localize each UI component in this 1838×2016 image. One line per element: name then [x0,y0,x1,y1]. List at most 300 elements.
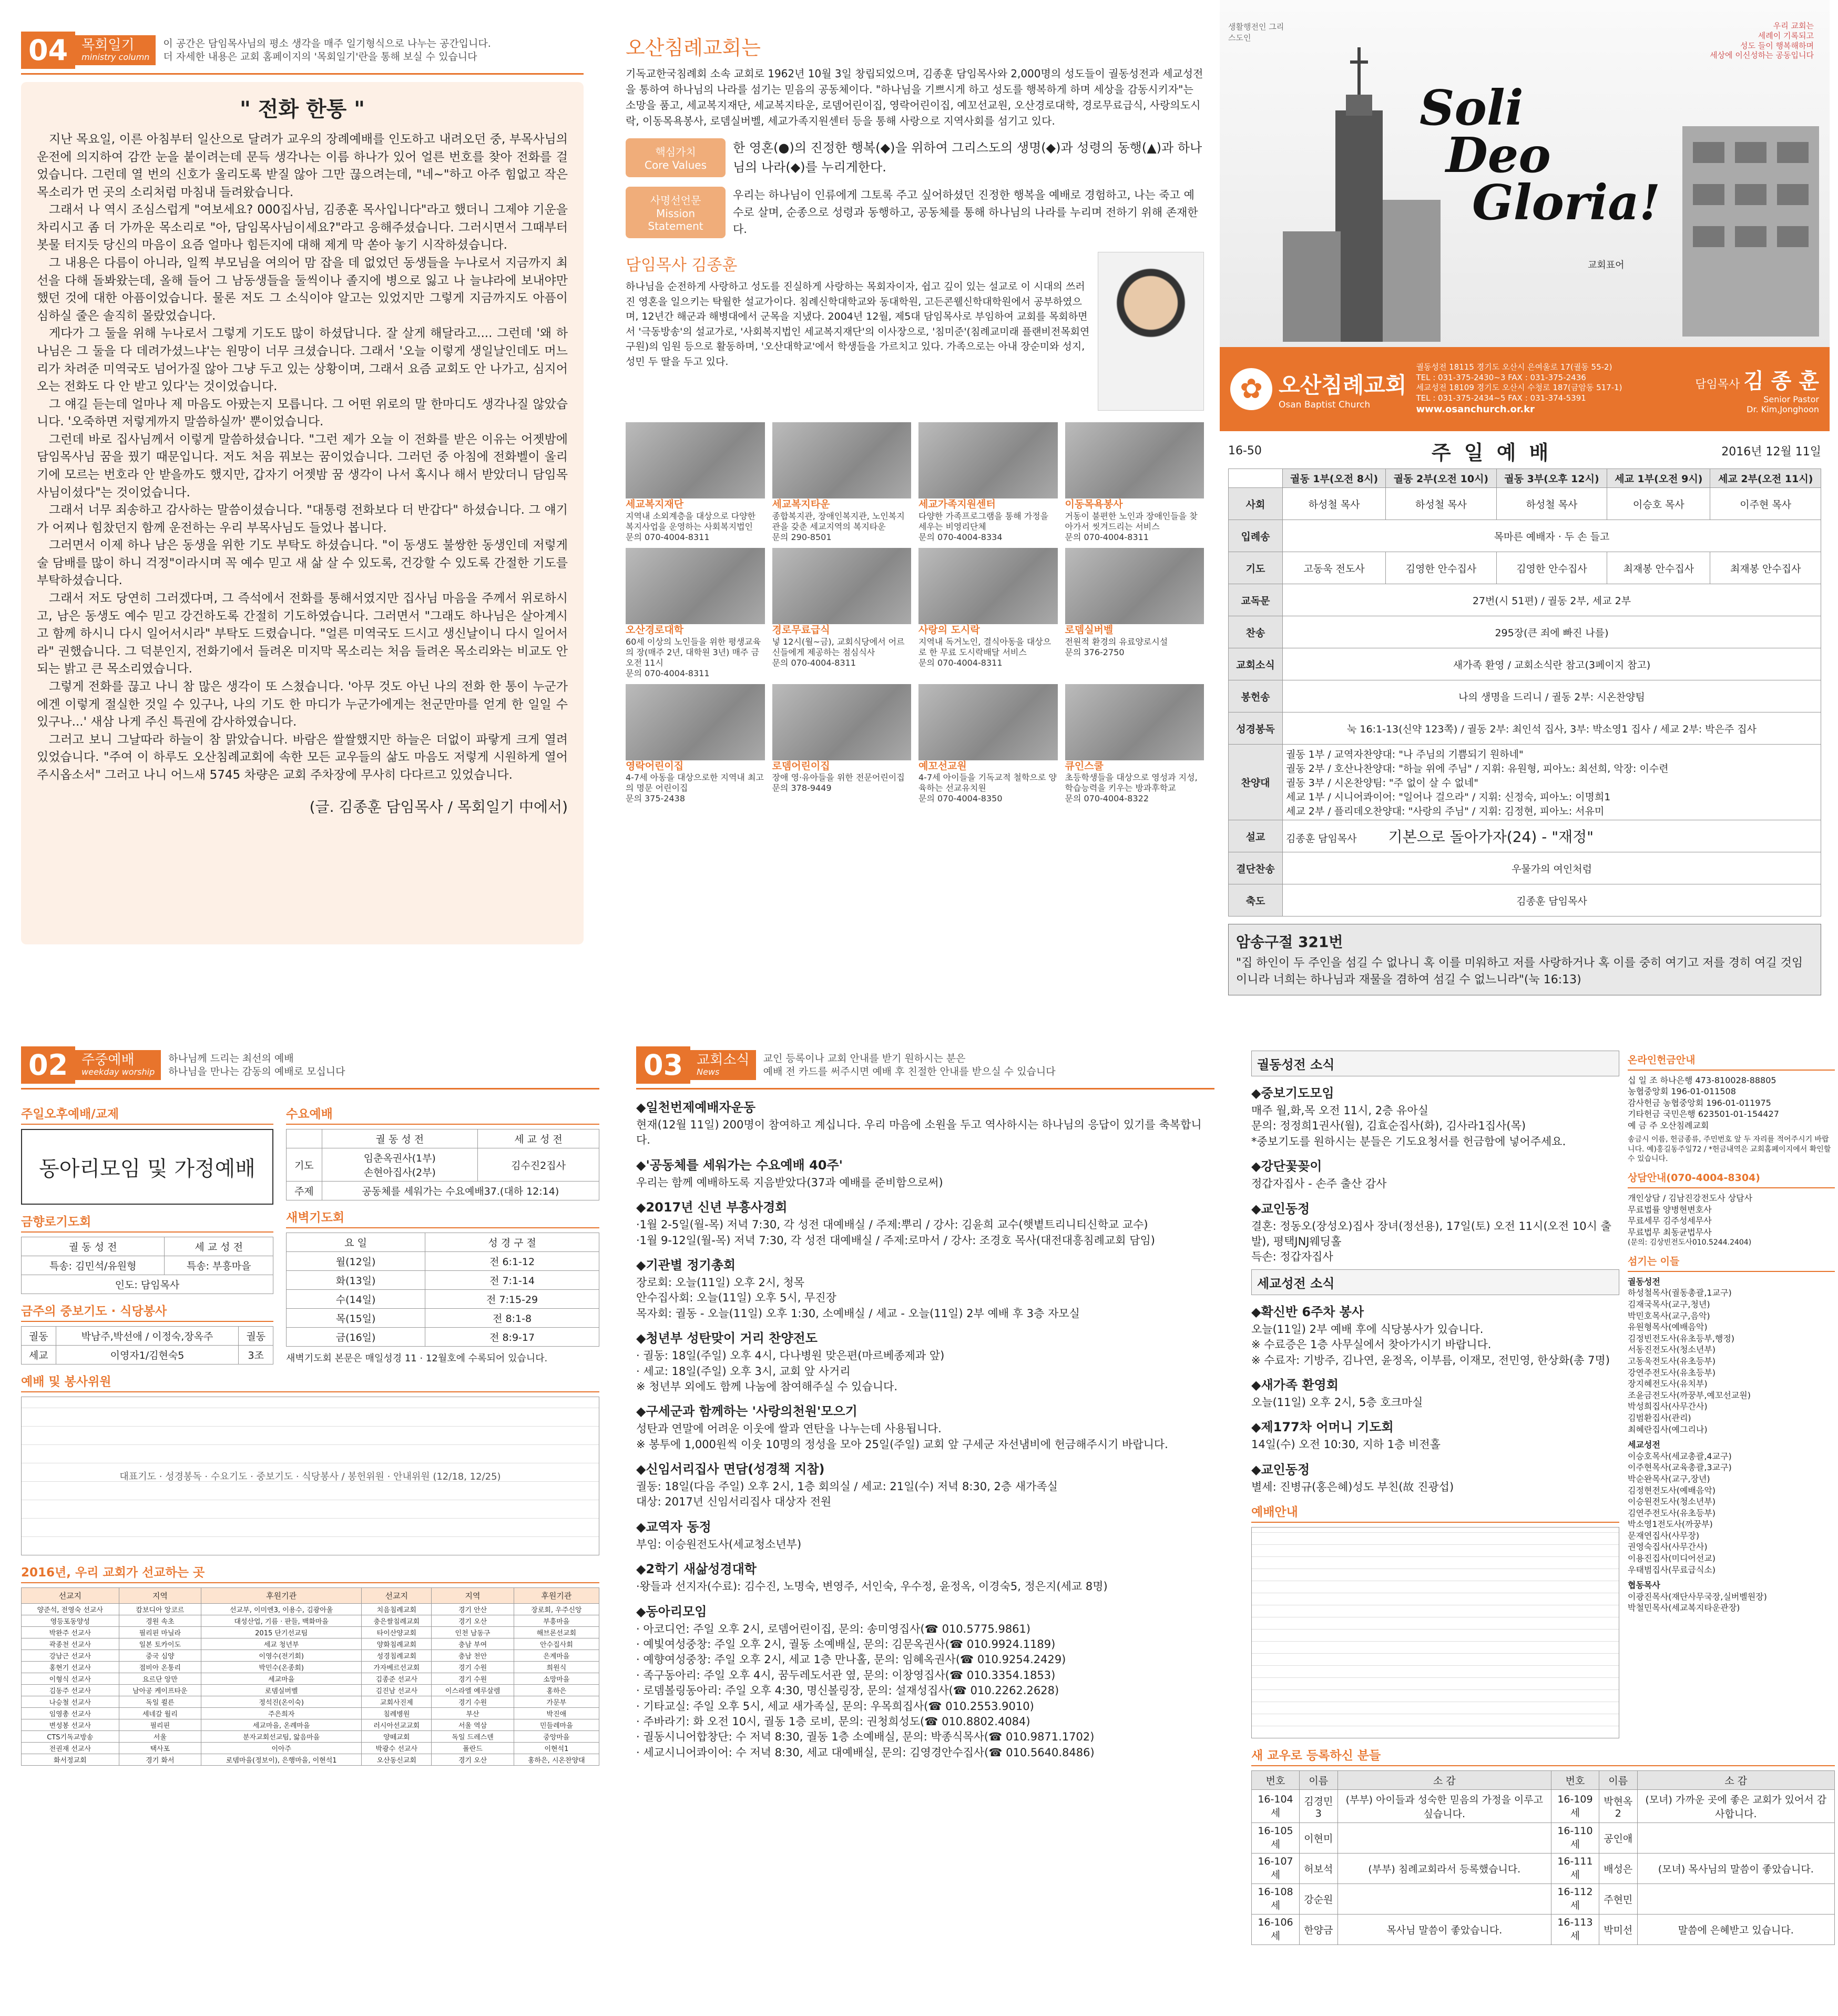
column-box [21,82,584,944]
news-body: 성탄과 연말에 어려운 이웃에 쌀과 연탄을 나누는데 사용됩니다. ※ 봉투에 1,000원씩 이웃 10명의 정성을 모아 25일(주일) 교회 앞 구세군 자선냄비에 헌금해주시기 바랍니다. [636,1422,1168,1451]
ministry-name: 로뎀실버벨 [1065,624,1114,636]
table-row [22,1627,599,1638]
news-heading: ◆구세군과 함께하는 '사랑의천원'모으기 [636,1404,857,1419]
bulletin-date: 2016년 12월 11일 [1721,445,1821,459]
table-cell: 이형식 선교사 [22,1673,119,1685]
table-row [1229,552,1821,584]
list-item: 이주현목사(교육총괄,3교구) [1628,1462,1732,1473]
church-url: www.osanchurch.or.kr [1416,404,1535,415]
ministry-card [626,422,765,543]
service-header: 궐동 3부(오후 12시) [1496,469,1607,488]
table-header: 요 일 [287,1233,425,1252]
ministry-name: 사랑의 도시락 [918,624,980,636]
table-cell: 세교 청년부 [201,1638,362,1650]
church-name-block [1279,368,1406,410]
table-cell: 특송: 김민석/유원형 [22,1256,165,1275]
table-cell: 말씀에 은혜받고 있습니다. [1637,1915,1834,1945]
table-cell: 공인애 [1599,1823,1637,1854]
motto-line: Gloria! [1472,174,1661,231]
ministry-photo [918,684,1058,760]
table-row [22,1346,273,1365]
consult-list [1628,1193,1835,1238]
table-header: 세 교 성 전 [478,1129,599,1148]
table-cell: 임영총 선교사 [22,1708,119,1719]
section-header [21,32,584,75]
friday-prayer-label: 금향로기도회 [21,1212,273,1233]
table-cell: 강순원 [1299,1884,1337,1915]
motto-caption: 교회표어 [1588,260,1625,271]
news-heading: ◆신임서리집사 면담(성경책 지참) [636,1462,825,1477]
table-header: 번호 [1252,1771,1300,1790]
page-number: 02 [21,1046,75,1084]
news-heading: ◆2017년 신년 부흥사경회 [636,1200,788,1215]
table-cell: 화서정교회 [22,1754,119,1766]
table-cell: 16-110세 [1551,1823,1599,1854]
table-cell: 2015 단기선교팀 [201,1627,362,1638]
table-cell: 전 8:9-17 [425,1328,599,1347]
ministry-card [918,684,1058,805]
table-row [1229,488,1821,520]
list-item: 십 일 조 하나은행 473-810028-88805 [1628,1075,1776,1085]
table-cell: 우물가의 여인처럼 [1283,852,1821,884]
list-item: 무료세무 김주성세무사 [1628,1216,1712,1226]
news-heading: ◆2학기 새삶성경대학 [636,1562,757,1577]
list-item: 김재국목사(교구,청년) [1628,1299,1710,1310]
section-title [690,1050,755,1080]
table-row [1229,616,1821,648]
bulletin-title-row [1220,431,1830,469]
segyo-news-list [1251,1301,1619,1495]
table-row [22,1638,599,1650]
column-paragraph: 지난 목요일, 이른 아침부터 일산으로 달려가 교우의 장례예배를 인도하고 내려오던 중, 부목사님의 운전에 의지하여 감깐 눈을 붙이려는데 문득 생각나는 이름 하나가 있어 얼른 번호를 찾아 전화를 걸었습니다. 그런데 열 번의 신호가 울리도록 받질 않아 그만 끊으려는데, "네~"하고 아주 힘없고 작은 목소리가 먼 곳의 소리처럼 마침내 들려왔습니다. [37,133,568,199]
table-cell: 새가족 환영 / 교회소식란 참고(3페이지 참고) [1283,648,1821,680]
table-row [1252,1823,1835,1854]
table-cell: 전 7:15-29 [425,1290,599,1309]
ministry-photo [772,548,912,624]
table-cell: 김동주 선교사 [22,1685,119,1696]
table-cell: 선교부, 이미엔3, 이용수, 김광아울 [201,1604,362,1615]
table-cell: 정석진(온이숙) [201,1696,362,1708]
pastor-block [1695,364,1819,414]
table-row [1252,1854,1835,1884]
table-header: 선교지 [362,1588,432,1604]
column-paragraph: 그 얘길 듣는데 얼마나 제 마음도 아팠는지 모릅니다. 그 어떤 위로의 말 한마디도 생각나질 않았습니다. '오죽하면 저렇게까지 말씀하실까' 뿐이었습니다. [37,397,568,429]
ministry-card [626,684,765,805]
table-row [1229,680,1821,712]
cover-note-line: 성도 들이 행복해하며 [1740,40,1814,50]
ministry-name: 세교복지타운 [772,498,830,511]
table-header: 소 감 [1637,1771,1834,1790]
table-cell: 16-106세 [1252,1915,1300,1945]
table-header: 선교지 [22,1588,119,1604]
list-item: 김정빈전도사(유초등부,행정) [1628,1333,1735,1343]
table-cell: 허보석 [1299,1854,1337,1884]
news-heading: ◆청년부 성탄맞이 거리 찬양전도 [636,1331,818,1346]
table-cell: 경기 오산 [432,1754,514,1766]
memory-verse-box [1228,924,1821,995]
table-cell: 박완주 선교사 [22,1627,119,1638]
table-cell: 분자교회선교팀, 앓음마을 [201,1731,362,1743]
pastor-intro [626,252,1204,411]
section-desc [168,1052,345,1078]
table-cell: 택사포 [119,1743,201,1754]
section-title [75,1050,161,1080]
table-row [22,1743,599,1754]
segyo-staff-title: 세교성전 [1628,1440,1660,1450]
column-title: " 전화 한통 " [239,97,365,121]
table-cell: 침례병원 [362,1708,432,1719]
list-item: 우태범집사(무료급식소) [1628,1564,1716,1575]
table-cell: 이영자1/김현숙5 [56,1346,239,1365]
table-cell: 경기 수원 [432,1696,514,1708]
news-body: 별세: 진병규(홍은혜)성도 부친(故 진광섭) [1251,1480,1454,1493]
table-cell: 고동욱 전도사 [1283,552,1386,584]
ministry-phone: 문의 070-4004-8311 [626,668,710,678]
table-cell: 박민수(온종회) [201,1662,362,1673]
mission-statement [626,187,1204,238]
column-paragraph: 그러고 보니 그날따라 하늘이 참 맑았습니다. 바람은 쌀쌀했지만 하늘은 더없이 파랗게 크게 열려 있었습니다. "주여 이 하루도 오산침례교회에 속한 모든 교우들의 삶도 마음도 저렇게 시원하게 열어주시옵소서" 그러고 나니 어느새 5745 차량은 교회 주차장에 무사히 다다르고 있었습니다. [37,732,568,782]
cover-note [1710,21,1814,60]
table-cell: 이현미 [1299,1823,1337,1854]
table-row [22,1696,599,1708]
table-cell: 16-105세 [1252,1823,1300,1854]
ministry-phone: 문의 290-8501 [772,532,832,542]
ministry-desc: 지역내 소외계층을 대상으로 다양한 복지사업을 운영하는 사회복지법인 [626,511,756,532]
ministry-phone: 문의 070-4004-8334 [918,532,1003,542]
table-cell: 295장(큰 죄에 빠진 나를) [1283,616,1821,648]
list-item: 박철민목사(세교복지타운관장) [1628,1603,1740,1613]
table-cell: 27번(시 51편) / 궐동 2부, 세교 2부 [1283,584,1821,616]
ministry-desc: 장애 영·유아들을 위한 전문어린이집 [772,772,905,783]
news-list [636,1097,1214,1760]
service-header: 궐동 1부(오전 8시) [1283,469,1386,488]
table-cell: 곽종천 선교사 [22,1638,119,1650]
motto-line: Deo [1446,127,1551,184]
table-cell: 세교 [22,1346,56,1365]
table-header: 이름 [1599,1771,1637,1790]
ministry-photo [1065,684,1204,760]
table-cell: 배성은 [1599,1854,1637,1884]
service-label: 금주의 중보기도 · 식당봉사 [21,1301,273,1322]
row-label: 봉헌송 [1229,680,1283,712]
table-cell: 화(13일) [287,1271,425,1290]
ministry-phone: 문의 070-4004-8322 [1065,793,1149,804]
table-row [1252,1790,1835,1823]
ministry-name: 이동목욕봉사 [1065,498,1123,511]
pastor-photo [1098,252,1204,411]
row-label: 찬송 [1229,616,1283,648]
table-cell: 캄보디아 앙코르 [119,1604,201,1615]
table-cell: 공동체를 세워가는 수요예배37.(대하 12:14) [322,1182,599,1200]
table-cell: 목사님 말씀이 좋았습니다. [1337,1915,1551,1945]
table-cell: 하성철 목사 [1496,488,1607,520]
column-paragraph: 그렇게 전화를 끊고 나니 참 많은 생각이 또 스쳤습니다. '아무 것도 아닌 나의 전화 한 통이 누군가에겐 이렇게 절실한 것일 수 있구나, 나의 기도 한 마디가 누군가에게는 천군만마를 얻게 한 일일 수 있구나...' 새삼 나게 주신 특권에 감사하였습니다. [37,679,568,729]
table-row [1229,469,1821,488]
table-row [22,1685,599,1696]
table-header: 지역 [119,1588,201,1604]
list-item: 무료법무 최동균법무사 [1628,1227,1712,1237]
table-cell: 필리핀 [119,1719,201,1731]
table-cell: 박광수 선교사 [362,1743,432,1754]
table-cell [1337,1884,1551,1915]
table-header [1229,469,1283,488]
ministry-phone: 문의 070-4004-8350 [918,793,1003,804]
table-cell: 점비아 온통리 [119,1662,201,1673]
table-cell: 서울 [119,1731,201,1743]
ministry-desc: 전원적 환경의 유료양로시설 [1065,636,1168,647]
table-cell: 박현옥2 [1599,1790,1637,1823]
table-cell: 충남 부여 [432,1638,514,1650]
pastor-label: 담임목사 [1695,378,1740,391]
news-heading: ◆교인동정 [1251,1462,1310,1477]
ministry-desc: 넣 12시(월~금), 교회식당에서 어르신들에게 제공하는 점심식사 [772,636,905,657]
table-cell: 오산동신교회 [362,1754,432,1766]
table-cell: 독일 쾰른 [119,1696,201,1708]
ministry-desc: 종합복지관, 장애인복지관, 노인복지관을 갖춘 세교지역의 복지타운 [772,511,905,532]
cover-note-line: 우리 교회는 [1773,21,1814,30]
table-cell: 양준석, 전영숙 선교사 [22,1604,119,1615]
newcomers-title: 새 교우로 등록하신 분들 [1251,1746,1835,1766]
news-body: 결혼: 정동오(장성오)집사 장녀(정선용), 17일(토) 오전 11시(오전 10시 출발), 평택JNJ웨딩홀 득손: 정갑자집사 [1251,1219,1611,1264]
choir-line: 세교 1부 / 시니어콰이어: "일어나 걸으라" / 지휘: 신정숙, 피아노: 이명희1 [1286,791,1611,803]
table-cell: 주현민 [1599,1884,1637,1915]
table-cell: 가자베르선교회 [362,1662,432,1673]
online-offering-title: 온라인헌금안내 [1628,1054,1835,1071]
intro-title: 오산침례교회는 [626,36,761,59]
table-cell: 홍하은 [514,1685,599,1696]
news-heading: ◆확신반 6주차 봉사 [1251,1304,1364,1319]
church-contact [1416,362,1622,415]
list-item: 기타헌금 국민은행 623501-01-154427 [1628,1109,1779,1119]
table-row [287,1233,599,1252]
ministry-phone: 문의 376-2750 [1065,647,1125,657]
list-item: 이승호목사(세교총괄,4교구) [1628,1451,1732,1461]
table-cell: 이현석1 [514,1743,599,1754]
table-row [22,1719,599,1731]
address-line: 세교성전 18109 경기도 오산시 수청로 187(금암동 517-1) [1416,383,1622,393]
table-cell: 궐동 [22,1327,56,1346]
sunday-pm-label: 주일오후예배/교제 [21,1104,273,1125]
table-cell: 주은희자 [201,1708,362,1719]
table-cell: 세교마을 [201,1673,362,1685]
dawn-prayer-label: 새벽기도회 [286,1208,599,1228]
section-title-text: 목회일기 [81,37,135,54]
table-cell: 세교마을, 온례마을 [201,1719,362,1731]
church-banner [1220,347,1830,431]
table-row [22,1673,599,1685]
table-row [22,1604,599,1615]
list-item: 무료법률 양병현변호사 [1628,1204,1712,1215]
sermon-title: 기본으로 돌아가자(24) - "재정" [1388,828,1594,846]
ministry-column-page [21,32,584,983]
sermon-cell [1283,820,1821,852]
table-cell: 경기 수원 [432,1673,514,1685]
table-row [22,1615,599,1627]
ministry-name: 예꼬선교원 [918,760,967,772]
table-cell: 나승철 선교사 [22,1696,119,1708]
motto-line: Soli [1420,79,1524,136]
worship-guide-table [1251,1527,1619,1738]
list-item: 하성철목사(궐동총괄,1교구) [1628,1288,1732,1298]
table-cell: 요르단 앙만 [119,1673,201,1685]
table-cell: 로뎀마을(정보이), 은행마을, 이현석1 [201,1754,362,1766]
news-heading: ◆강단꽃꽂이 [1251,1159,1322,1174]
ministry-desc: 4-7세 아이들을 기독교적 철학으로 양육하는 선교유치원 [918,772,1057,793]
row-label: 교독문 [1229,584,1283,616]
table-cell: 16-107세 [1252,1854,1300,1884]
news-body: 오늘(11일) 2부 예배 후에 식당봉사가 있습니다. ※ 수료증은 1층 사무실에서 찾아가시기 바랍니다. ※ 수료자: 기방주, 김나연, 윤정옥, 이부름, 이재모, 전민영, 한상화(총 7명) [1251,1322,1610,1367]
table-cell: 궐동 [239,1327,273,1346]
ministry-name: 큐인스쿨 [1065,760,1104,772]
cover-tagline: 생활행전인 그리스도인 [1228,22,1284,43]
table-row [22,1327,273,1346]
ministry-photo [772,684,912,760]
news-page [636,1046,1214,2003]
section-desc [163,37,491,63]
table-cell: 3조 [239,1346,273,1365]
service-header: 세교 1부(오전 9시) [1607,469,1710,488]
table-cell: 김진남 선교사 [362,1685,432,1696]
table-cell: 치음침례교회 [362,1604,432,1615]
list-item: 장지혜전도사(유치부) [1628,1379,1708,1389]
table-cell: 필리핀 마닐라 [119,1627,201,1638]
ministry-photo [626,548,765,624]
table-header: 후원기관 [201,1588,362,1604]
worship-guide-label: 예배안내 [1251,1502,1619,1523]
missions-table [21,1587,599,1766]
table-row [1229,745,1821,820]
ministry-photo [626,684,765,760]
ministry-caption [1065,498,1204,543]
ministry-desc: 거동이 불편한 노인과 장애인들을 찾아가서 씻겨드리는 서비스 [1065,511,1198,532]
news-heading: ◆'공동체를 세워가는 수요예배 40주' [636,1157,843,1173]
branch-news-page [1251,1046,1835,2003]
table-cell: 서울 역삼 [432,1719,514,1731]
row-label: 기도 [287,1148,322,1182]
column-body [37,131,568,784]
desc-line: 예배 전 카드를 써주시면 예배 후 친절한 안내를 받으실 수 있습니다 [763,1065,1056,1077]
table-cell: 성경침례교회 [362,1650,432,1662]
table-cell: 임춘옥권사(1부) 손현아집사(2부) [322,1148,477,1182]
column-paragraph: 게다가 그 둘을 위해 누나로서 그렇게 기도도 많이 하셨답니다. 잘 살게 해달라고.... 그런데 '왜 하나님은 그 둘을 다 데려가셨느냐'는 원망이 너무 크셨습니다. 그래서 '오늘 이렇게 생일날인데도 머느리가 차려준 미역국도 넘어가질 않아 그냥 두고 있는 상황이며, 그래서 요즘 교회도 안 나가고, 심지어 오는 전화도 다 안 받고 있다'는 것이었습니다. [37,327,568,394]
news-body: ·왕들과 선지자(수료): 김수진, 노명숙, 변영주, 서인숙, 우수정, 윤정옥, 이경숙5, 정은지(세교 8명) [636,1580,1108,1593]
table-cell: 눅 16:1-13(신약 123쪽) / 궐동 2부: 최인석 집사, 3부: 박소영1 집사 / 세교 2부: 박은주 집사 [1283,712,1821,745]
phone-line: TEL : 031-375-2434~5 FAX : 031-374-5391 [1416,393,1586,403]
sermon-preacher: 김종훈 담임목사 [1286,833,1357,844]
ministry-phone: 문의 070-4004-8311 [1065,532,1149,542]
table-cell: 수(14일) [287,1290,425,1309]
ministry-name: 영락어린이집 [626,760,684,772]
service-table [21,1326,273,1365]
list-item: 개인상담 / 김남진강전도사 상담사 [1628,1193,1753,1203]
table-cell: 경기 오산 [432,1615,514,1627]
cover-note-line: 세례이 기록되고 [1758,30,1814,40]
section-header [21,1046,599,1090]
ministry-phone: 문의 378-9449 [772,783,832,793]
church-intro-page [626,32,1204,983]
gwoldong-staff-title: 궐동성전 [1628,1276,1660,1287]
table-cell: (모녀) 가까운 곳에 좋은 교회가 있어서 감사합니다. [1637,1790,1834,1823]
table-cell: 전 8:1-8 [425,1309,599,1328]
volunteer-table: 대표기도 · 성경봉독 · 수요기도 · 중보기도 · 식당봉사 / 봉헌위원 · 안내위원 (12/18, 12/25) [21,1397,599,1555]
ministry-grid [626,422,1204,804]
table-row [1229,712,1821,745]
row-label: 찬양대 [1229,745,1283,820]
right-column [286,1097,599,1365]
table-cell: 박남주,박선애 / 이정숙,장옥주 [56,1327,239,1346]
cover-art [1220,0,1830,347]
news-body: 장로회: 오늘(11일) 오후 2시, 청목 안수집사회: 오늘(11일) 오후 5시, 무진장 목자회: 궐동 - 오늘(11일) 오후 1:30, 소예배실 / 세교 - 오늘(11일) 2부 예배 후 3층 자모실 [636,1276,1080,1320]
section-title-en: ministry column [81,52,150,62]
table-cell: 민들레마을 [514,1719,599,1731]
list-item: 고동욱전도사(유초등부) [1628,1356,1716,1366]
row-label: 입례송 [1229,520,1283,552]
table-cell: 중앙마을 [514,1731,599,1743]
table-cell: 김종훈 담임목사 [1283,884,1821,917]
table-cell: 금(16일) [287,1328,425,1347]
table-cell: 가문부 [514,1696,599,1708]
table-row [287,1252,599,1271]
table-cell: 중국 심양 [119,1650,201,1662]
row-label: 교회소식 [1229,648,1283,680]
column-paragraph: 그래서 나 역시 조심스럽게 "여보세요? 000집사님, 김종훈 목사입니다"라고 했더니 그제야 기운을 차리시고 좀 더 가까운 목소리로 "아, 담임목사님이세요?"라고 응해주셨습니다. 그러시면서 그때부터 봇물 터지듯 당신의 마음이 요즘 얼마나 힘든지에 대해 제게 막 쏟아 놓기 시작하셨습니다. [37,203,568,252]
service-header: 궐동 2부(오전 10시) [1386,469,1497,488]
core-values-text: 한 영혼(●)의 진정한 행복(◆)을 위하여 그리스도의 생명(◆)과 성령의 동행(▲)과 하나님의 나라(◆)를 누리게한다. [733,140,1202,175]
column-paragraph: 그 내용은 다름이 아니라, 일찍 부모님을 여의어 맘 잡을 데 없었던 동생들을 누나로서 지금까지 최선을 다해 돌봐왔는데, 올해 들어 그 남동생들을 둘씩이나 졸지에 병으로 잃고 나 늘냐라에 보내야만 했던 것에 대한 아픔이었습니다. 물론 저도 그 소식이야 알고는 있었지만 그렇게 지금까지도 아픔이 심하실 줄은 솔직히 몰랐었습니다. [37,256,568,323]
ministry-card [1065,548,1204,679]
section-title-en: weekday worship [81,1066,155,1077]
table-row [1229,820,1821,852]
ministry-photo [918,422,1058,498]
ministry-desc: 60세 이상의 노인들을 위한 평생교육의 장(매주 2년, 대학원 3년) 매주 금 오전 11시 [626,636,761,668]
table-cell: 목(15일) [287,1309,425,1328]
ministry-card [772,684,912,805]
table-row [287,1309,599,1328]
servants-title: 섬기는 이들 [1628,1255,1835,1272]
table-row [1229,520,1821,552]
info-column [1628,1046,1835,1738]
table-cell: (부부) 침례교회라서 등록했습니다. [1337,1854,1551,1884]
ministry-photo [626,422,765,498]
wednesday-table [286,1129,599,1200]
coop-pastors-list [1628,1591,1835,1614]
table-cell: 경기 수원 [432,1662,514,1673]
row-label: 축도 [1229,884,1283,917]
table-header: 궐 동 성 전 [322,1129,477,1148]
ministry-card [772,548,912,679]
section-title-en: News [697,1066,720,1077]
desc-line: 하나님께 드리는 최선의 예배 [168,1052,294,1064]
table-cell: 충은쌀침례교회 [362,1615,432,1627]
ministry-name: 경로무료급식 [772,624,830,636]
table-header: 소 감 [1337,1771,1551,1790]
ministry-caption [1065,624,1204,658]
table-cell: 이승호 목사 [1607,488,1710,520]
weekday-worship-page [21,1046,599,2003]
list-item: 박민호목사(교구,음악) [1628,1310,1710,1321]
ministry-caption [626,498,765,543]
table-cell: 은계마을 [514,1650,599,1662]
ministry-name: 로뎀어린이집 [772,760,830,772]
table-cell: 일본 토카이도 [119,1638,201,1650]
table-header: 세 교 성 전 [165,1237,273,1256]
table-cell: 장로회, 우주신앙 [514,1604,599,1615]
row-label: 결단찬송 [1229,852,1283,884]
ministry-caption [772,498,912,543]
wednesday-label: 수요예배 [286,1104,599,1125]
address-line: 궐동성전 18115 경기도 오산시 은여울로 17(궐동 55-2) [1416,362,1612,372]
ministry-caption [626,624,765,679]
